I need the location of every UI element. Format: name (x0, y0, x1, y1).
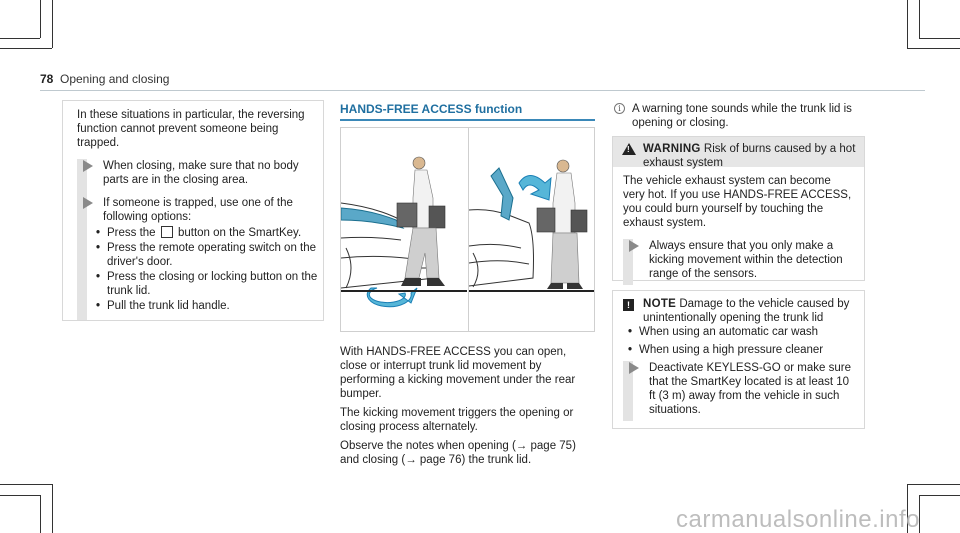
step-text: If someone is trapped, use one of the following options: (103, 197, 293, 223)
page-title: Opening and closing (60, 72, 170, 86)
paragraph: Observe the notes when opening (→ page 75) and closing (→ page 76) the trunk lid. (340, 440, 576, 466)
crop-mark (40, 495, 41, 533)
page-number: 78 (40, 72, 54, 86)
warning-title: Risk of burns caused by a hot exhaust system (643, 143, 856, 169)
crop-mark (0, 48, 52, 49)
list-item: • When using a high pressure cleaner (639, 343, 854, 357)
car-rear-right (469, 210, 534, 287)
step-item (623, 239, 854, 281)
warning-keyword: WARNING (643, 143, 701, 155)
paragraph: With HANDS-FREE ACCESS you can open, close or interrupt trunk lid movement by performing a kicking movement under the rear bumper. (340, 346, 576, 400)
note-title: Damage to the vehicle caused by unintentionally opening the trunk lid (643, 298, 850, 324)
note-body (613, 325, 864, 421)
step-arrow-icon (83, 197, 93, 209)
step-item (77, 196, 323, 224)
crop-mark (52, 0, 53, 48)
crop-mark (0, 484, 52, 485)
trunk-lid-left (341, 208, 403, 228)
info-text: A warning tone sounds while the trunk lid is opening or closing. (632, 103, 852, 129)
trap-instructions-box (62, 100, 324, 321)
crop-mark (0, 495, 40, 496)
step-arrow-icon (629, 240, 639, 252)
info-block (612, 102, 865, 130)
trunk-lid-open (491, 168, 513, 220)
person-right (537, 160, 587, 289)
hands-free-section (340, 102, 595, 121)
list-item: • Press the remote operating switch on the driver's door. (107, 241, 323, 269)
note-step-block (623, 361, 854, 421)
info-icon: i (614, 103, 625, 114)
note-box (612, 290, 865, 429)
header-rule (40, 90, 925, 91)
intro-text: In these situations in particular, the reversing function cannot prevent someone being trapped. (77, 109, 305, 149)
step-arrow-icon (629, 362, 639, 374)
note-list (623, 325, 854, 357)
crop-mark (919, 0, 920, 38)
section-rule (340, 119, 595, 121)
warning-step-block (623, 239, 854, 285)
note-exclamation-icon: ! (623, 299, 634, 311)
crop-mark (907, 0, 908, 48)
note-keyword: NOTE (643, 298, 677, 310)
options-list (77, 226, 323, 313)
steps-block (77, 159, 323, 320)
crop-mark (52, 484, 53, 533)
crop-mark (0, 38, 40, 39)
list-item (107, 226, 323, 240)
crop-mark (907, 484, 960, 485)
ground-right (469, 290, 594, 292)
crop-mark (919, 38, 960, 39)
step-item (77, 159, 323, 187)
warning-header (613, 137, 864, 167)
info-note (612, 102, 865, 130)
person-left (397, 157, 445, 286)
warning-text: The vehicle exhaust system can become very hot. If you use HANDS-FREE ACCESS, you could burn yourself by touching the exhaust system. (623, 175, 852, 229)
hands-free-illustration (340, 127, 595, 332)
list-item: • Pull the trunk lid handle. (107, 299, 323, 313)
watermark: carmanualsonline.info (676, 506, 920, 533)
hands-free-text (340, 345, 595, 472)
figure-divider (468, 128, 469, 331)
step-item (623, 361, 854, 417)
list-item: • Press the closing or locking button on the trunk lid. (107, 270, 323, 298)
step-text: Deactivate KEYLESS-GO or make sure that the SmartKey located is at least 10 ft (3 m) away from the vehicle in such situations. (649, 362, 851, 416)
warning-exclamation-icon: ! (627, 145, 630, 154)
step-text: When closing, make sure that no body parts are in the closing area. (103, 160, 299, 186)
opening-arrow-icon (519, 176, 551, 201)
option-text: button on the SmartKey. (177, 227, 302, 239)
list-item: • When using an automatic car wash (639, 325, 854, 339)
paragraph: The kicking movement triggers the opening or closing process alternately. (340, 407, 574, 433)
step-arrow-icon (83, 160, 93, 172)
option-text: Press the (107, 227, 156, 239)
ground-left (341, 290, 467, 292)
section-title: HANDS-FREE ACCESS function (340, 102, 523, 116)
note-header (613, 291, 864, 324)
crop-mark (40, 0, 41, 38)
trunk-button-icon (161, 226, 173, 238)
crop-mark (907, 48, 960, 49)
step-text: Always ensure that you only make a kicking movement within the detection range of the sensors. (649, 240, 843, 280)
warning-box (612, 136, 865, 281)
page-header (40, 72, 925, 88)
warning-body (613, 167, 864, 285)
crop-mark (919, 495, 960, 496)
